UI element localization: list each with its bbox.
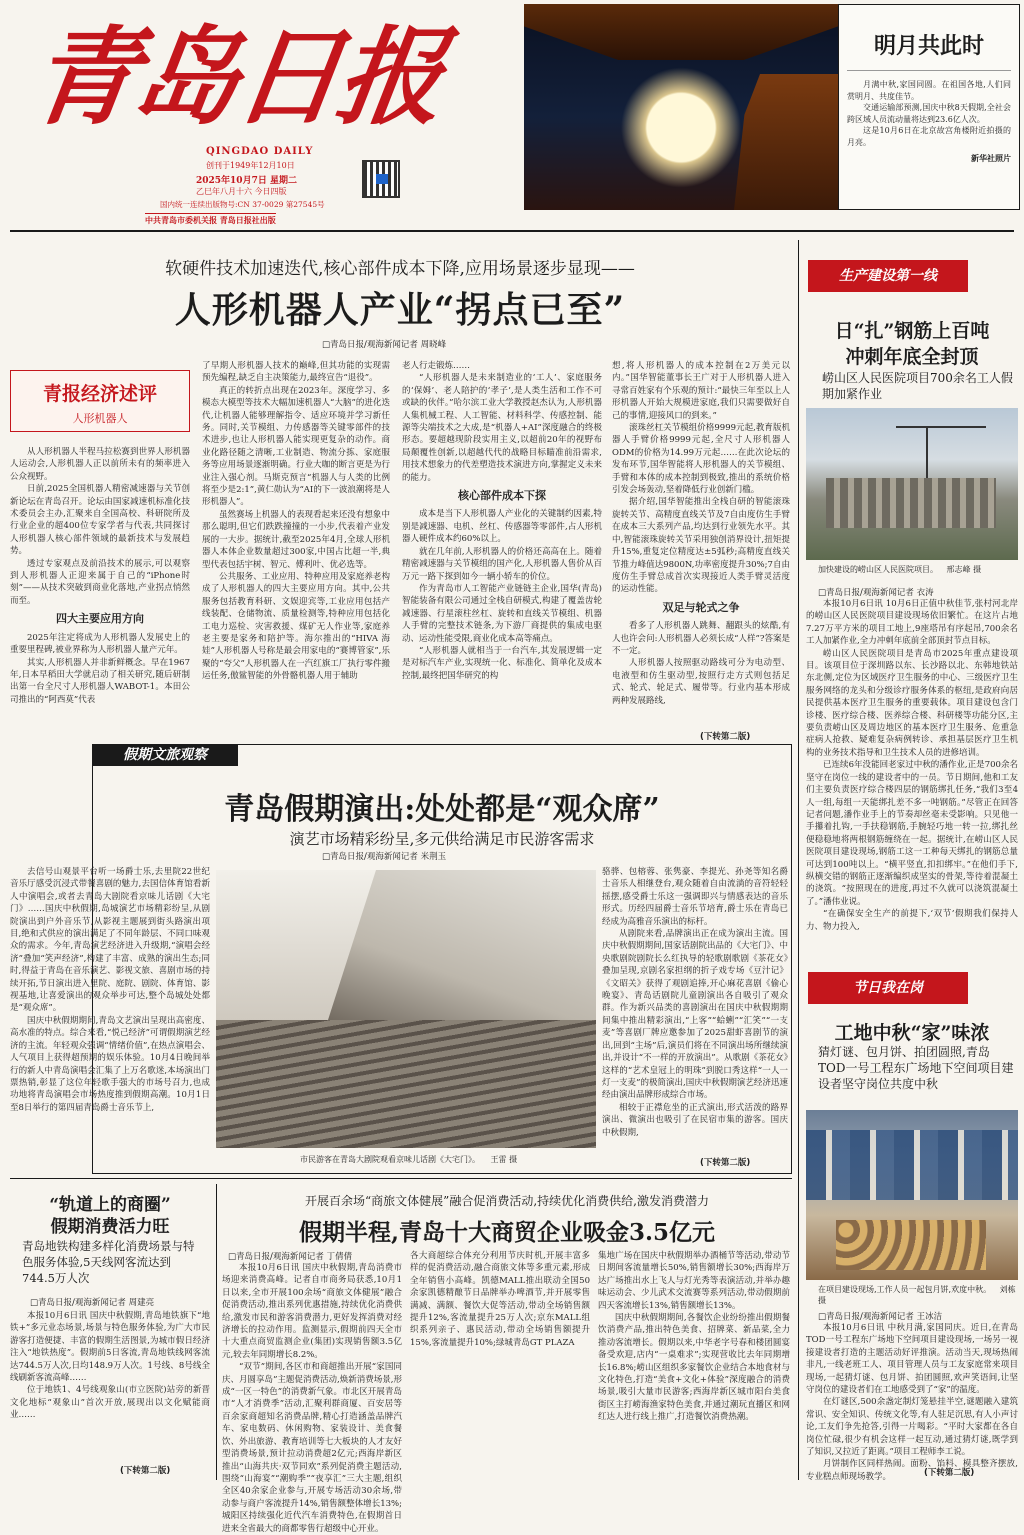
build-body	[806, 598, 1018, 966]
masthead-rule	[10, 230, 1014, 232]
robot-para: 了早期人形机器人技术的巅峰,但其功能的实现需预先编程,缺乏自主决策能力,最终宣告“退役”。	[202, 361, 390, 384]
build-para: 崂山区人民医院项目是青岛市2025年重点建设项目。该项目位于深圳路以东、长沙路以北、东韩地铁站东北侧,定位为区域医疗卫生服务的中心、三级医疗卫生服务网络的龙头和分级诊疗服务体系的枢纽,是政府向居民提供基本医疗卫生服务的重要载体。项目建设包含门诊楼、医疗综合楼、医养综合楼、科研楼等功能分区,主要负责崂山区及周边地区的基本医疗卫生服务、危重急症病人抢救、疑难复杂病例转诊、承担基层医疗卫生机构的业务技术指导和卫生技术人员的进修培训。	[806, 648, 1018, 758]
robot-col-3	[402, 360, 602, 742]
robot-subhead: 核心部件成本下探	[458, 489, 546, 503]
mall-para: 国庆中秋假期期间,各餐饮企业纷纷推出假期餐饮消费产品,推出特色美食、招牌菜、新品菜,全力推动客流增长。假期以来,中华老字号春和楼团圆宴备受欢迎,店内“一桌难求”;实现营收比去年同期增长16.8%;崂山区组织多家餐饮企业结合本地食材与文化特色,打造“美食+文化+体验”深度融合的消费场景,吸引大量市民游客;西海岸新区城市阳台美食街区主打崂海渔家特色美食,并通过潮玩直播区和网红达人进行线上推广,打造餐饮消费热潮。	[598, 1313, 790, 1423]
festival-caption-text: 在项目建设现场,工作人员一起包月饼,欢度中秋。	[818, 1285, 992, 1294]
robot-para: “人形机器人就相当于一台汽车,其发展逻辑一定是对标汽车产业,实现统一化、标准化、简单化及成本控制,最终把国华研究的构	[402, 645, 602, 681]
workers-row	[806, 1130, 1018, 1200]
crane-arm	[896, 426, 986, 428]
theater-facade	[216, 870, 376, 1020]
festival-byline: □青岛日报/观海新闻记者 王冰洁	[818, 1312, 943, 1322]
masthead-issn: 国内统一连续出版物号:CN 37-0029 第27545号	[160, 200, 325, 209]
robot-para: 从人形机器人半程马拉松赛到世界人形机器人运动会,人形机器人正以前所未有的频率进入公众视野。	[10, 447, 190, 482]
moon-credit: 新华社照片	[971, 153, 1011, 163]
metro-headline-2: 假期消费活力旺	[50, 1217, 170, 1237]
festival-column-badge	[808, 972, 968, 1004]
robot-para: 想,将人形机器人的成本控制在2万美元以内。”国华智能董事长王广对于人形机器人进入寻常百姓家有个乐观的预计:“最快三年至以上人形机器人开始大规模进家庭,我们只需要做好自己的事情,迎接风口的到来。”	[612, 361, 790, 421]
build-byline: □青岛日报/观海新闻记者 衣涛	[818, 588, 934, 598]
holiday-col-2	[602, 866, 788, 1166]
robot-column-badge	[10, 370, 190, 432]
mall-col-3	[598, 1250, 790, 1478]
metro-byline: □青岛日报/观海新闻记者 周建亮	[30, 1298, 155, 1308]
build-para: “在确保安全生产的前提下,‘双节’假期我们保持人力、物力投入,	[806, 909, 1018, 932]
lower-rule	[10, 1178, 792, 1179]
robot-kicker: 软硬件技术加速迭代,核心部件成本下降,应用场景逐步显现——	[165, 259, 635, 279]
robot-column-tag: 人形机器人	[72, 412, 128, 425]
holiday-byline: □青岛日报/观海新闻记者 米荆玉	[322, 852, 447, 862]
build-column-name: 生产建设第一线	[839, 268, 937, 284]
build-photo	[806, 408, 1018, 560]
robot-col-4	[612, 360, 790, 728]
metro-headline-1: “轨道上的商圈”	[49, 1195, 171, 1215]
build-caption	[818, 564, 981, 575]
robot-para: 据介绍,国华智能推出全栈自研的智能滚珠旋转关节、高精度直线关节及7自由度仿生手臂在成本三大系列产品,均达到行业领先水平。其中,智能滚珠旋转关节采用独创消界设计,扭矩提升15%,重复定位精度达±5弧秒;高精度直线关节推力峰值达9800N,功率密度提升30%;7自由度仿生手臂总成首次实现接近人类手臂灵活度的运动性能。	[612, 497, 790, 595]
holiday-caption-text: 市民游客在青岛大剧院观看京味儿话剧《大宅门》。	[300, 1155, 480, 1164]
robot-para: 人形机器人按照驱动路线可分为电动型、电液型和仿生驱动型,按照行走方式则包括足式、轮式、轮足式、履带等。行业内基本形成两种发展路线,	[612, 658, 790, 706]
mall-para: “双节”期间,各区市和商超推出开展“家国同庆、月圆享岛”主题促消费活动,焕新消费场景,形成“一区一特色”的消费新气象。市北区开展青岛市“人才消费季”活动,汇聚利群商厦、百安居等百余家商超知名消费品牌,精心打造涵盖品牌汽车、家电数码、休闲购物、家装设计、美食餐饮、外出旅游、教育培训等七大板块的人才友好型消费场景,预计拉动消费超2亿元;西海岸新区推出“山海共庆·双节同欢”系列促消费主题活动,围绕“山海宴”“潮购季”“夜享汇”三大主题,组织全区40余家企业参与,开展专场活动30余场,带动参与商户客流提升14%,销售额整体增长13%;城阳区持续强化近代汽车消费特色,在假期首日进来全省最大的商都零售行超级中心开业。	[222, 1362, 402, 1534]
mall-col-2	[410, 1250, 590, 1478]
robot-headline: 人形机器人产业“拐点已至”	[174, 289, 626, 331]
holiday-photo	[216, 870, 596, 1148]
festival-photo	[806, 1110, 1018, 1280]
robot-subhead: 双足与轮式之争	[662, 600, 740, 614]
mall-para: 集地广场在国庆中秋假期举办酒桶节等活动,带动节日期间客流量增长50%,销售额增长30%;西海岸万达广场推出水上飞人与灯光秀等表演活动,并举办趣味运动会、少儿武术交流赛等系列活动,带动假期前四天客流增长13%,销售额增长13%。	[598, 1251, 790, 1311]
robot-para: 滚珠丝杠关节模组价格9999元起,教育版机器人手臂价格9999元起,全尺寸人形机器人ODM的价格为14.99万元起……在此次论坛的发布环节,国华智能将人形机器人的关节模组、手臂和本体的成本控制到极致,推出的系统价格引发会场轰动,坚着降低行业创新门槛。	[612, 423, 790, 496]
mall-headline: 假期半程,青岛十大商贸企业吸金3.5亿元	[298, 1219, 716, 1246]
moon-p2: 交通运输部预测,国庆中秋8天假期,全社会跨区域人员流动量将达到23.6亿人次。	[847, 103, 1011, 124]
metro-body	[10, 1310, 210, 1470]
holiday-subhead: 演艺市场精彩纷呈,多元供给满足市民游客需求	[289, 830, 595, 848]
festival-para: 本报10月6日讯 中秋月满,家国同庆。近日,在青岛TOD一号工程东广场地下空间项目建设现场,一场另一视接建设者打造的主题活动好评推演。活动当天,现场热闹非凡,一线老班工人、项目管理人员与工友家庭常来项目现场,一起猜灯谜、包月饼、拍团圆照,欢声笑语间,让坚守岗位的建设者们在工地感受到了“家”的温度。	[806, 1323, 1018, 1396]
festival-column-name: 节日我在岗	[853, 980, 923, 996]
build-headline-1: 日“扎”钢筋上百吨	[834, 320, 990, 342]
holiday-para: 骆骅、包榕蓉、张隽豪、李提光、孙尧等知名爵士音乐人相继登台,观众随着自由流淌的音符轻轻摇摆,感受爵士乐这一强调即兴与情感表达的音乐形式。历经四届爵士音乐节培育,爵士乐在青岛已经成为高雅音乐演出的标杆。	[602, 867, 788, 927]
section-divider	[798, 240, 799, 1480]
holiday-col-1	[10, 866, 210, 1174]
moon-p3: 这是10月6日在北京故宫角楼附近拍摄的月亮。	[847, 126, 1011, 147]
holiday-headline: 青岛假期演出:处处都是“观众席”	[224, 792, 660, 827]
mooncake-tray	[836, 1220, 986, 1270]
robot-para: 其实,人形机器人并非新鲜概念。早在1967年,日本早稻田大学就启动了相关研究,随后研制出第一台全尺寸人形机器人WABOT-1。本田公司推出的“阿西莫”代表	[10, 657, 190, 705]
robot-byline: □青岛日报/观海新闻记者 周晓峰	[322, 340, 447, 350]
robot-para: 虽然赛场上机器人的表现看起来还没有想象中那么聪明,但它们跌跌撞撞的一小步,代表着产业发展的一大步。据统计,截至2025年4月,全球人形机器人本体企业数量超过300家,中国占比超一半,典型代表包括宇树、智元、傅利叶、优必选等。	[202, 509, 390, 570]
masthead-founded: 创刊于1949年12月10日	[206, 161, 295, 170]
mall-para: 本报10月6日讯 国庆中秋假期,青岛消费市场迎来消费高峰。记者自市商务局获悉,10月1日以来,全市开展100余场“商旅文体健展”融合促消费活动,推出系列优惠措施,持续优化消费供给,激发市民和游客消费潜力,更好发挥消费对经济增长的拉动作用。监测显示,假期前四天全市十大重点商贸监测企业(集团)实现销售额3.5亿元,较去年同期增长8.2%。	[222, 1263, 402, 1360]
masthead-lunar: 乙巳年八月十六 今日四版	[196, 187, 287, 196]
robot-para: 作为青岛市人工智能产业链链主企业,国华(青岛)智能装备有限公司通过全栈自研模式,构建了覆盖齿轮减速器、行星滚柱丝杠、旋转和直线关节模组、机器人手臂的完整技术链条,为下游厂商提供的集成电驱动、运动性能受限,商业化成本高等痛点。	[402, 583, 602, 644]
moon-title: 明月共此时	[847, 11, 1011, 71]
robot-col-2	[202, 360, 390, 742]
moon-p1: 月满中秋,家国同圆。在祖国各地,人们同赏明月、共度佳节。	[847, 80, 1011, 101]
robot-para: 透过专家观点及前沿技术的展示,可以观察到人形机器人正迎来属于自己的“iPhone时刻”——从技术突破到商业化落地,产业拐点悄然而至。	[10, 558, 190, 606]
qr-badge	[376, 174, 388, 184]
build-column-badge	[808, 260, 968, 292]
masthead-date: 2025年10月7日 星期二	[196, 176, 297, 186]
robot-continued: (下转第二版)	[700, 732, 751, 742]
metro-para: 位于地铁1、4号线观象山(市立医院)站旁的新晋文化地标“观象山”首次开放,展现出以文化赋能商业……	[10, 1385, 210, 1421]
build-caption-credit: 邢志峰 摄	[946, 565, 982, 574]
metro-divider	[216, 1184, 217, 1480]
mall-kicker: 开展百余场“商旅文体健展”融合促消费活动,持续优化消费供给,激发消费潜力	[305, 1194, 709, 1208]
build-caption-text: 加快建设的崂山区人民医院项目。	[818, 565, 938, 574]
theater-steps	[216, 1020, 596, 1148]
festival-caption	[818, 1284, 1018, 1306]
holiday-para: 从剧院来看,品牌演出正在成为演出主流。国庆中秋假期期间,国家话剧院出品的《大宅门》、中央歌剧院剧院长么红执导的轻歌剧歌剧《茶花女》叠加呈现,京剧名家担纲的折子戏专场《豆汁记》《文昭关》获得了观剧追捧,开心麻花喜剧《偷心晚宴》、青岛话剧院儿童剧演出各自吸引了观众群。作为新兴品类的喜剧演出在国庆中秋假期期间集中推出精彩演出,“上客”“蛤蜊”“汇笑”“一支麦”等喜剧厂牌应邀参加了2025甜虾喜剧节的演出,回到“主场”后,演员们将在不同演出场所继续演出,并设计“不一样的开放演出”。从歌剧《茶花女》这样的“艺术皇冠上的明珠”到脱口秀这样“一人一灯一支麦”的极简演出,国庆中秋假期演艺经济迅速经由演出品牌形成综合市场。	[602, 929, 788, 1101]
mall-para: 各大商超综合体充分利用节庆时机,开展丰富多样的促消费活动,融合商旅文体等多重元素,形成全年销售小高峰。凯德MALL推出联动全国50余家凯德精酿节日品牌举办啤酒节,并开展零售满减、满额、餐饮大促等活动,带动全场销售额提升12%,客流量提升25万人次;京东MALL组织系列亲子、惠民活动,带动全场销售额提升15%,客流量提升10%;绿城青岛GT PLAZA	[410, 1251, 590, 1348]
mall-col-1	[222, 1262, 402, 1534]
build-para: 已连续6年没能回老家过中秋的潘作业,正是700余名坚守在岗位一线的建设者中的一员。节日期间,他和工友们主要负责医疗综合楼四层的钢筋绑扎任务,“我们3至4人一组,每组一天能绑扎差不多一吨钢筋。”尽管正在回答记者问题,潘作业手上的节奏却丝毫未受影响。只见他一手攥着扎钩,一手扶稳钢筋,手腕轻巧地一转一拉,绑扎丝便稳稳地将两根钢筋缠绕在一起。据统计,在崂山区人民医院项目建设现场,钢筋工这一工种每天绑扎的钢筋总量可达到100吨以上。“横平竖直,扣扣绑牢。”在他们手下,纵横交错的钢筋正逐渐编织成坚实的骨架,等待着混凝土的浇筑。“按照现在的进度,再过不久就可以浇筑混凝土了。”潘伟业说。	[806, 760, 1018, 907]
moon-caption-box	[838, 4, 1020, 210]
robot-para: 看多了人形机器人跳舞、翻跟头的炫酷,有人也许会问:人形机器人必须长成“人样”?答案是不一定。	[612, 621, 790, 656]
festival-para: 在灯谜区,500余盏定制灯笼悬挂半空,谜题融入建筑常识、安全知识、传统文化等,有人驻足沉思,有人小声讨论,工友们争先抢答,引得一片喝彩。“平时大家都在各自岗位忙碌,很少有机会这样一起互动,通过猜灯谜,既学到了知识,又拉近了距离。”项目工程师李工说。	[806, 1397, 1018, 1458]
robot-para: 公共服务、工业应用、特种应用及家庭养老构成了人形机器人的四大主要应用方向。其中,公共服务包括教育科研、文娱迎宾等,工业应用包括产线装配、仓储物流、质量检测等,特种应用包括化工电力巡检、灾害救援、煤矿无人作业等,家庭养老主要是家务和陪护等。海尔推出的“HIVA 海娃”人形机器人号称是最会用家电的“赛博管家”,乐聚的“夸父”人形机器人在一汽红旗工厂执行零件搬运任务,傲鲨智能的外骨骼机器人用于辅助	[202, 571, 390, 682]
robot-para: 成本是当下人形机器人产业化的关键制约因素,特别是减速器、电机、丝杠、传感器等零部件,占人形机器人硬件成本约60%以上。	[402, 509, 602, 545]
mall-byline: □青岛日报/观海新闻记者 丁倩倩	[228, 1252, 353, 1262]
masthead-logo: 青岛日报	[23, 14, 449, 139]
robot-para: 2025年注定将成为人形机器人发展史上的重要里程碑,被业界称为人形机器人量产元年。	[10, 632, 190, 656]
masthead-pinyin: QINGDAO DAILY	[206, 146, 314, 157]
holiday-para: 相较于正襟危坐的正式演出,形式活泼的路界演出、微演出也吸引了在民宿市集的游客。国庆中秋假期,	[602, 1102, 788, 1138]
festival-caption-credit: 刘栋 摄	[818, 1285, 1016, 1305]
robot-subhead: 四大主要应用方向	[56, 612, 144, 626]
robot-col-1	[10, 446, 190, 742]
robot-para: 日前,2025全国机器人精密减速器与关节创新论坛在青岛召开。论坛由国家减速机标准化技术委员会主办,汇聚来自全国高校、科研院所及行业企业的超400位专家学者与代表,共同探讨人形机器人核心部件领域的最新技术与发展趋势。	[10, 484, 190, 557]
build-subhead: 崂山区人民医院项目700余名工人假期加紧作业	[822, 371, 1013, 401]
masthead-sponsor: 中共青岛市委机关报 青岛日报社出版	[145, 213, 276, 226]
palace-roof	[524, 4, 838, 60]
metro-continued: (下转第二版)	[120, 1466, 171, 1476]
robot-para: 真正的转折点出现在2023年。深度学习、多模态大模型等技术大幅加速机器人“大脑”的进化迭代,让机器人能够理解指令、适应环境并学习新任务。同时,关节模组、力传感器等关键零部件的技术进步,也让人形机器人能实现更复杂的动作。商业化路径随之清晰,工业制造、物流分拣、家庭服务等应用场景逐渐明确。行业大咖的断言更是为行业注入强心剂。马斯克预言“机器人与人类的比例将至少是2:1”,黄仁勋认为“AI的下一波浪潮将是人形机器人”。	[202, 385, 390, 508]
robot-column-name: 青报经济述评	[42, 383, 157, 405]
build-headline-2: 冲刺年底全封顶	[845, 346, 979, 368]
holiday-caption	[300, 1154, 517, 1165]
festival-para: 月饼制作区同样热闹。面粉、馅料、模具整齐摆放,专业糕点师现场教学。	[806, 1459, 1018, 1482]
masthead	[0, 0, 520, 226]
robot-para: “人形机器人是未来制造业的‘工人’、家庭服务的‘保姆’、老人陪护的‘孝子’,是人类生活和工作不可或缺的伙伴。”哈尔滨工业大学教授赵杰认为,人形机器人集机械工程、人工智能、材料科学、传感控制、能源等尖端技术之大成,是“机器人+AI”深度融合的终极形态。要超越现阶段实用主义,以超前20年的视野布局颠覆性创新,以超越代代的战略目标瞄准前沿需求,用技术想象力的代差塑造技术演进方向,掌握定义未来的能力。	[402, 373, 602, 483]
holiday-para: 国庆中秋假期期间,青岛文艺演出呈现出高密度、高水准的特点。综合来看,“悦己经济”可谓假期演艺经济的主流。年轻观众强调“情绪价值”,在热点演唱会、人气项目上获得超预期的娱乐体验。10月4日晚间举行的新人中青岛演唱会汇集了上万名歌迷,本场演出门票热销,彰显了这位年轻歌手强大的市场号召力,也成功地将青岛演唱会市场热度推到假期高潮。10月1日至8日举行的第四届青岛爵士音乐节上,	[10, 1015, 210, 1113]
holiday-caption-credit: 王雷 摄	[490, 1155, 518, 1164]
festival-subhead: 猜灯谜、包月饼、拍团圆照,青岛TOD一号工程东广场地下空间项目建设者坚守岗位共度中秋	[818, 1045, 1014, 1091]
robot-para: 就在几年前,人形机器人的价格还高高在上。随着精密减速器与关节模组的国产化,人形机器人售价从百万元一路下探到如今一辆小轿车的价位。	[402, 546, 602, 582]
holiday-para: 去信号山观景平台听一场爵士乐,去里院22世纪音乐厅感受沉浸式带餐喜剧的魅力,去国信体育馆看新人中演唱会,或者去青岛大剧院看京味儿话剧《大宅门》……国庆中秋假期,岛城演艺市场精彩纷呈,从剧院演出到户外音乐节,从影视主题展到街头路演出项目,绝和式供应的演出满足了不同年龄层、不同口味观众的需求。今年,青岛演艺经济进入升级期,“演唱会经济”叠加“笑声经济”,构建了丰富、成熟的演出生态;同时,得益于青岛在音乐演艺、影视文旅、喜剧市场的持续开拓,节日演出进入里院、庭院、剧院、体育馆、影视基地,让喜爱演出的观众举步可达,整个岛城处处都是“观众席”。	[10, 867, 210, 1014]
festival-continued: (下转第二版)	[924, 1468, 975, 1478]
moon-photo	[524, 4, 838, 210]
holiday-continued: (下转第二版)	[700, 1158, 751, 1168]
holiday-column-name: 假期文旅观察	[123, 747, 207, 763]
festival-headline: 工地中秋“家”味浓	[834, 1022, 990, 1044]
holiday-column-tab	[92, 744, 238, 766]
building-frame	[826, 478, 996, 528]
palace-tower	[734, 74, 838, 210]
metro-subhead: 青岛地铁构建多样化消费场景与特色服务体验,5天线网客流达到744.5万人次	[22, 1239, 195, 1285]
robot-para: 老人行走锻炼……	[402, 361, 471, 371]
metro-para: 本报10月6日讯 国庆中秋假期,青岛地铁旗下“地铁+”多元业态场景,场景与特色服务体验,为广大市民游客打造便捷、丰富的假期生活图景,为城市假日经济注入“地铁热度”。假期前5日客流,青岛地铁线网客流达744.5万人次,日均148.9万人次。1号线、8号线全线刷新客流高峰……	[10, 1311, 210, 1384]
build-para: 本报10月6日讯 10月6日正值中秋佳节,张村河北岸的崂山区人民医院项目建设现场依旧繁忙。在这片占地7.27万平方米的项目工地上,9座塔吊有序起吊,700余名工人加紧作业,全力冲刺年底前全部顶封节点目标。	[806, 599, 1018, 647]
